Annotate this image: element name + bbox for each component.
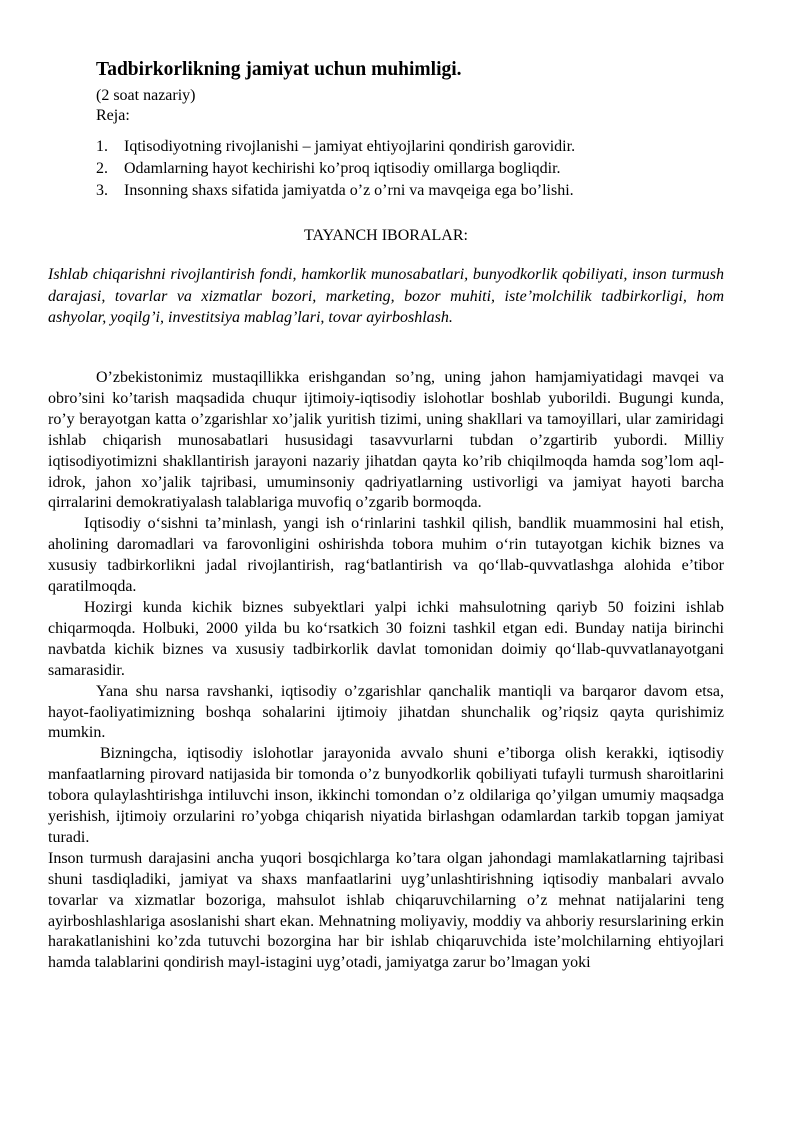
plan-item-number: 1. bbox=[96, 138, 108, 155]
body-paragraph: Bizningcha, iqtisodiy islohotlar jarayonida avvalo shuni e’tiborga olish kerakki, iqtisodiy manfaatlarning pirovard natijasida bir tomonda o’z bunyodkorlik qobiliyati tufayli turmush sharoitlarini tobora qulaylashtirishga intiluvchi inson, ikkinchi tomondan o’z oldilariga qo’yilgan umumiy maqsadga yerishish, ijtimoiy orzularini ro’yobga chiqarish niyatida birlashgan odamlardan tarkib topgan jamiyat turadi. bbox=[48, 745, 724, 846]
plan-item-text: Insonning shaxs sifatida jamiyatda o’z o’rni va mavqeiga ega bo’lishi. bbox=[124, 182, 574, 199]
body-paragraph: Yana shu narsa ravshanki, iqtisodiy o’zgarishlar qanchalik mantiqli va barqaror davom etsa, hayot-faoliyatimizning boshqa sohalarini ijtimoiy jihatdan shunchalik og’riqsiz qayta qurishimiz mumkin. bbox=[48, 682, 724, 742]
plan-item-number: 3. bbox=[96, 182, 108, 199]
body-text bbox=[48, 368, 724, 974]
key-terms-heading: TAYANCH IBORALAR: bbox=[304, 227, 468, 244]
plan-item-text: Iqtisodiyotning rivojlanishi – jamiyat ehtiyojlarini qondirish garovidir. bbox=[124, 138, 576, 155]
plan-label: Reja: bbox=[96, 107, 130, 124]
body-paragraph: O’zbekistonimiz mustaqillikka erishgandan so’ng, uning jahon hamjamiyatidagi mavqei va obro’sini ko’tarish maqsadida chuqur ijtimoiy-iqtisodiy islohotlar boshlab yuborildi. Bugungi kunda, ro’y berayotgan katta o’zgarishlar xo’jalik yuritish tizimi, uning shakllari va tamoyillari, ular zamiridagi ishlab chiqarish munosabatlari hususidagi tasavvurlarni tubdan o’zgartirib yubordi. Milliy iqtisodiyotimizni shakllantirish jarayoni nazariy jihatdan qayta ko’rib chiqilmoqda hamda sog’lom aql-idrok, jahon xo’jalik tajribasi, umuminsoniy qadriyatlarning ustivorligi va jamiyat hayoti barcha qirralarini demokratiyalash talablariga muvofiq o’zgarib bormoqda. bbox=[48, 369, 724, 512]
plan-item bbox=[96, 180, 575, 202]
body-paragraph: Iqtisodiy o‘sishni ta’minlash, yangi ish o‘rinlarini tashkil qilish, bandlik muammosini hal etish, aholining daromadlari va farovonligini oshirishda tobora muhim o‘rin tutayotgan kichik biznes va xususiy tadbirkorlikni jadal rivojlantirish, rag‘batlantirish va qo‘llab-quvvatlashga alohida e’tibor qaratilmoqda. bbox=[48, 515, 724, 596]
plan-item bbox=[96, 136, 575, 158]
plan-item-number: 2. bbox=[96, 160, 108, 177]
document-title: Tadbirkorlikning jamiyat uchun muhimligi. bbox=[96, 59, 462, 80]
body-paragraph: Inson turmush darajasini ancha yuqori bosqichlarga ko’tara olgan jahondagi mamlakatlarning tajribasi shuni tasdiqladiki, jamiyat va shaxs manfaatlarini uyg’unlashtirishning iqtisodiy manbalari avvalo tovarlar va xizmatlar bozoriga, mahsulot ishlab chiqaruvchilarning o’z mehnat natijalarini teng ayirboshlashlariga asoslanishi shart ekan. Mehnatning moliyaviy, moddiy va ahboriy resurslarining erkin harakatlanishini ko’zda tutuvchi bozorgina har bir ishlab chiqaruvchida iste’molchilarning ehtiyojlari hamda talablarini qondirish mayl-istagini uyg’otadi, jamiyatga zarur bo’lmagan yoki bbox=[48, 849, 724, 972]
plan-item bbox=[96, 158, 575, 180]
body-paragraph: Hozirgi kunda kichik biznes subyektlari yalpi ichki mahsulotning qariyb 50 foizini ishlab chiqarmoqda. Holbuki, 2000 yilda bu ko‘rsatkich 30 foizni tashkil etgan edi. Bunday natija birinchi navbatda kichik biznes va xususiy tadbirkorlik davlat tomonidan doimiy qo‘llab-quvvatlanayotgani samarasidir. bbox=[48, 598, 724, 679]
plan-item-text: Odamlarning hayot kechirishi ko’proq iqtisodiy omillarga bogliqdir. bbox=[124, 160, 561, 177]
key-terms-paragraph: Ishlab chiqarishni rivojlantirish fondi, hamkorlik munosabatlari, bunyodkorlik qobiliyati, inson turmush darajasi, tovarlar va xizmatlar bozori, marketing, bozor muhiti, iste’molchilik tadbirkorligi, hom ashyolar, yoqilg’i, investitsiya mablag’lari, tovar ayirboshlash. bbox=[48, 266, 724, 326]
plan-list bbox=[96, 136, 575, 202]
hours-note: (2 soat nazariy) bbox=[96, 87, 196, 104]
